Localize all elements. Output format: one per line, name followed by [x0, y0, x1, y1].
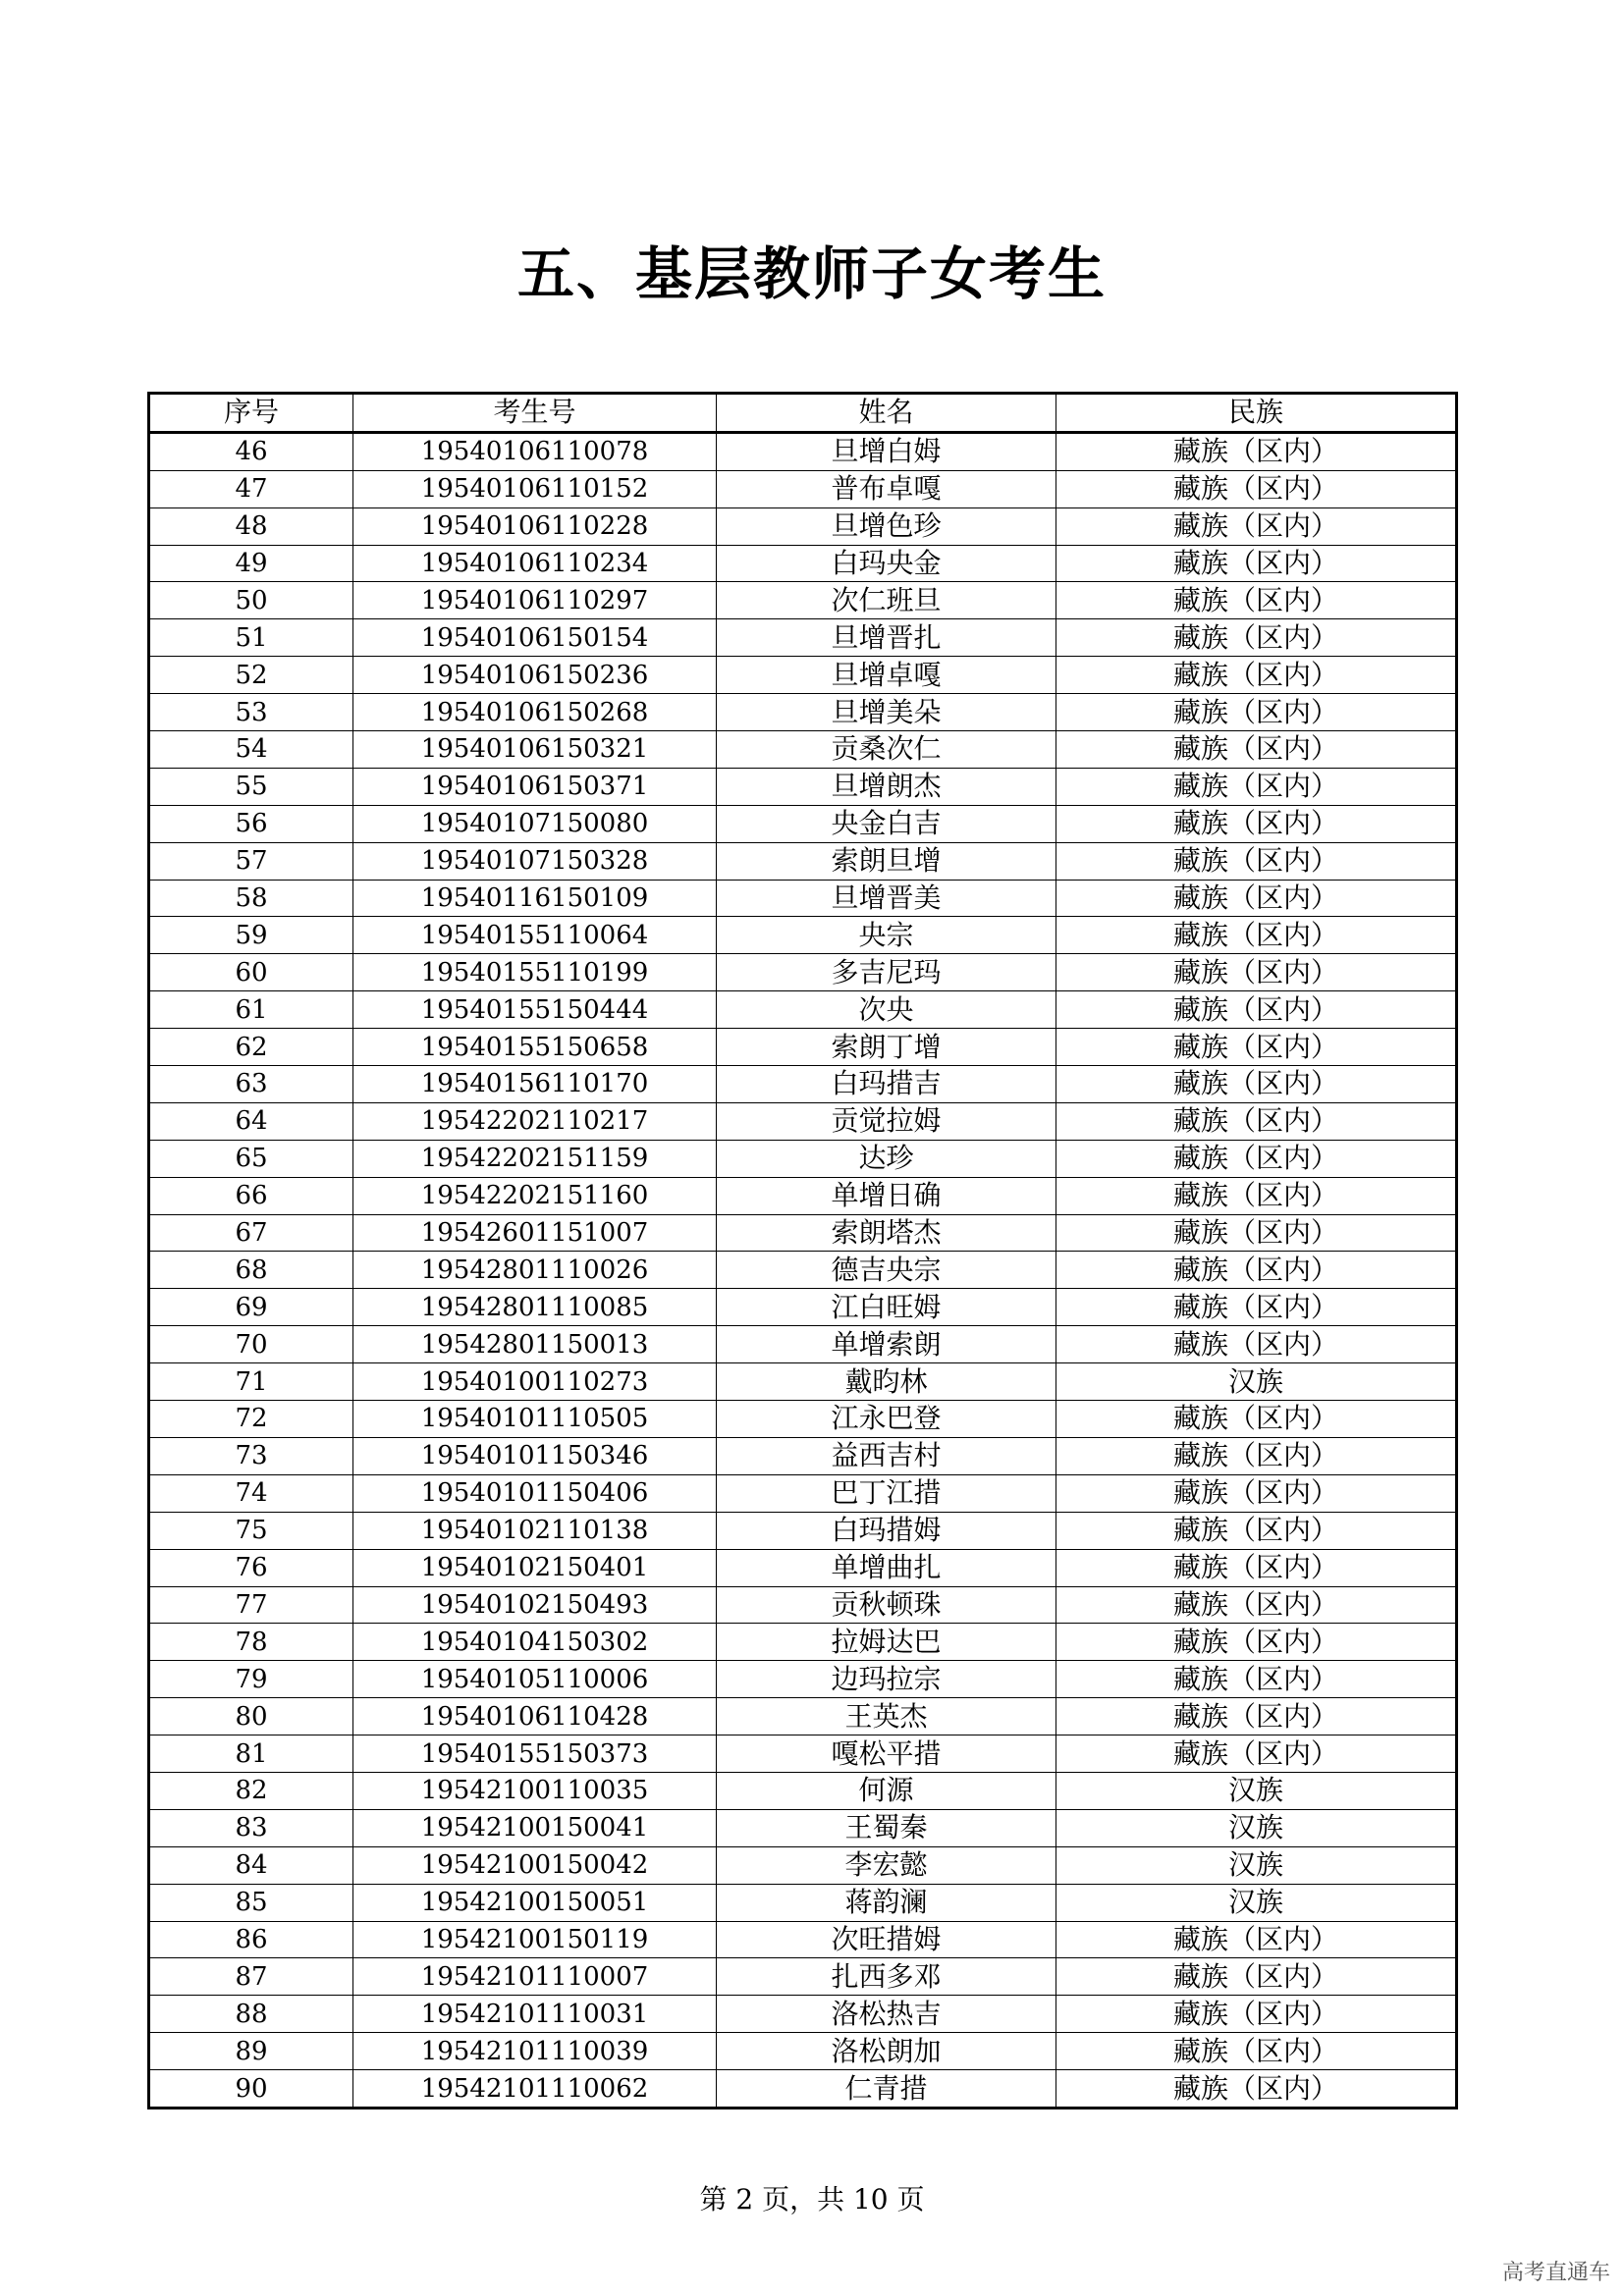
table-row: [149, 1214, 1457, 1252]
cell-name: 索朗丁增: [717, 1029, 1056, 1066]
cell-index: 79: [149, 1661, 353, 1698]
cell-name: 贡桑次仁: [717, 731, 1056, 769]
cell-name: 洛松朗加: [717, 2033, 1056, 2070]
table-row: [149, 1437, 1457, 1474]
cell-index: 82: [149, 1772, 353, 1809]
table-row: [149, 657, 1457, 694]
cell-ethnicity: 藏族（区内）: [1056, 954, 1457, 991]
cell-index: 78: [149, 1624, 353, 1661]
cell-index: 46: [149, 432, 353, 470]
cell-name: 贡觉拉姆: [717, 1102, 1056, 1140]
cell-index: 90: [149, 2070, 353, 2109]
table-row: [149, 842, 1457, 880]
cell-name: 蒋韵澜: [717, 1884, 1056, 1921]
cell-ethnicity: 藏族（区内）: [1056, 1102, 1457, 1140]
cell-exam-number: 19540101150406: [353, 1474, 717, 1512]
cell-name: 普布卓嘎: [717, 470, 1056, 507]
cell-ethnicity: 藏族（区内）: [1056, 805, 1457, 842]
cell-index: 73: [149, 1437, 353, 1474]
cell-ethnicity: 藏族（区内）: [1056, 1549, 1457, 1586]
cell-name: 旦增晋美: [717, 880, 1056, 917]
cell-ethnicity: 藏族（区内）: [1056, 1214, 1457, 1252]
cell-ethnicity: 藏族（区内）: [1056, 582, 1457, 619]
cell-ethnicity: 藏族（区内）: [1056, 1958, 1457, 1996]
cell-name: 扎西多邓: [717, 1958, 1056, 1996]
cell-name: 白玛央金: [717, 545, 1056, 582]
table-row: [149, 1363, 1457, 1401]
table-row: [149, 1140, 1457, 1177]
cell-exam-number: 19542100150051: [353, 1884, 717, 1921]
cell-ethnicity: 藏族（区内）: [1056, 2033, 1457, 2070]
table-row: [149, 1921, 1457, 1958]
cell-name: 何源: [717, 1772, 1056, 1809]
table-row: [149, 1624, 1457, 1661]
table-row: [149, 1289, 1457, 1326]
table-row: [149, 1549, 1457, 1586]
cell-name: 次仁班旦: [717, 582, 1056, 619]
cell-name: 达珍: [717, 1140, 1056, 1177]
cell-ethnicity: 藏族（区内）: [1056, 1474, 1457, 1512]
cell-ethnicity: 藏族（区内）: [1056, 880, 1457, 917]
cell-ethnicity: 藏族（区内）: [1056, 1252, 1457, 1289]
table-row: [149, 1177, 1457, 1214]
roster-table: [147, 392, 1458, 2109]
cell-index: 84: [149, 1846, 353, 1884]
cell-index: 87: [149, 1958, 353, 1996]
cell-exam-number: 19540106110297: [353, 582, 717, 619]
cell-name: 嘎松平措: [717, 1735, 1056, 1773]
cell-index: 72: [149, 1401, 353, 1438]
cell-exam-number: 19542801150013: [353, 1326, 717, 1363]
table-row: [149, 1401, 1457, 1438]
cell-exam-number: 19542801110026: [353, 1252, 717, 1289]
cell-exam-number: 19542202151160: [353, 1177, 717, 1214]
table-row: [149, 1586, 1457, 1624]
table-row: [149, 1512, 1457, 1549]
cell-index: 89: [149, 2033, 353, 2070]
header-name: 姓名: [717, 394, 1056, 433]
cell-ethnicity: 藏族（区内）: [1056, 2070, 1457, 2109]
cell-exam-number: 19540155110199: [353, 954, 717, 991]
cell-ethnicity: 藏族（区内）: [1056, 1326, 1457, 1363]
table-row: [149, 1474, 1457, 1512]
cell-index: 71: [149, 1363, 353, 1401]
page-title: 五、基层教师子女考生: [516, 240, 1107, 307]
cell-exam-number: 19540102150493: [353, 1586, 717, 1624]
cell-exam-number: 19540116150109: [353, 880, 717, 917]
cell-name: 次旺措姆: [717, 1921, 1056, 1958]
table-header-row: [149, 394, 1457, 433]
cell-exam-number: 19542100110035: [353, 1772, 717, 1809]
cell-exam-number: 19540104150302: [353, 1624, 717, 1661]
table-row: [149, 432, 1457, 470]
cell-exam-number: 19542100150041: [353, 1809, 717, 1846]
table-row: [149, 1735, 1457, 1773]
cell-exam-number: 19540156110170: [353, 1066, 717, 1103]
cell-exam-number: 19542101110039: [353, 2033, 717, 2070]
cell-ethnicity: 藏族（区内）: [1056, 731, 1457, 769]
table-row: [149, 507, 1457, 545]
cell-index: 80: [149, 1698, 353, 1735]
cell-name: 索朗旦增: [717, 842, 1056, 880]
cell-exam-number: 19542100150119: [353, 1921, 717, 1958]
table-row: [149, 1884, 1457, 1921]
cell-exam-number: 19540106150236: [353, 657, 717, 694]
cell-index: 53: [149, 694, 353, 731]
table-row: [149, 880, 1457, 917]
cell-exam-number: 19540106150154: [353, 619, 717, 657]
table-row: [149, 470, 1457, 507]
table-row: [149, 1846, 1457, 1884]
cell-name: 央宗: [717, 917, 1056, 954]
watermark: 高考直通车: [1501, 2261, 1610, 2285]
table-row: [149, 1029, 1457, 1066]
cell-ethnicity: 藏族（区内）: [1056, 1066, 1457, 1103]
cell-name: 益西吉村: [717, 1437, 1056, 1474]
cell-name: 戴昀林: [717, 1363, 1056, 1401]
cell-exam-number: 19540106150371: [353, 768, 717, 805]
cell-index: 56: [149, 805, 353, 842]
cell-exam-number: 19540106110428: [353, 1698, 717, 1735]
cell-index: 65: [149, 1140, 353, 1177]
table-row: [149, 1698, 1457, 1735]
cell-index: 85: [149, 1884, 353, 1921]
cell-exam-number: 19540100110273: [353, 1363, 717, 1401]
cell-exam-number: 19540155150444: [353, 991, 717, 1029]
cell-index: 60: [149, 954, 353, 991]
table-row: [149, 2070, 1457, 2109]
cell-exam-number: 19542601151007: [353, 1214, 717, 1252]
table-row: [149, 1252, 1457, 1289]
cell-name: 江永巴登: [717, 1401, 1056, 1438]
cell-ethnicity: 藏族（区内）: [1056, 842, 1457, 880]
header-exam-number: 考生号: [353, 394, 717, 433]
cell-name: 仁青措: [717, 2070, 1056, 2109]
cell-index: 61: [149, 991, 353, 1029]
cell-name: 旦增晋扎: [717, 619, 1056, 657]
cell-name: 贡秋顿珠: [717, 1586, 1056, 1624]
cell-ethnicity: 藏族（区内）: [1056, 917, 1457, 954]
cell-index: 76: [149, 1549, 353, 1586]
cell-ethnicity: 藏族（区内）: [1056, 432, 1457, 470]
table-row: [149, 582, 1457, 619]
table-row: [149, 2033, 1457, 2070]
cell-ethnicity: 汉族: [1056, 1809, 1457, 1846]
cell-name: 索朗塔杰: [717, 1214, 1056, 1252]
cell-ethnicity: 汉族: [1056, 1363, 1457, 1401]
cell-name: 拉姆达巴: [717, 1624, 1056, 1661]
cell-ethnicity: 藏族（区内）: [1056, 1624, 1457, 1661]
cell-index: 77: [149, 1586, 353, 1624]
cell-index: 88: [149, 1996, 353, 2033]
cell-name: 多吉尼玛: [717, 954, 1056, 991]
cell-name: 旦增卓嘎: [717, 657, 1056, 694]
cell-name: 江白旺姆: [717, 1289, 1056, 1326]
header-ethnicity: 民族: [1056, 394, 1457, 433]
cell-ethnicity: 藏族（区内）: [1056, 470, 1457, 507]
table-row: [149, 991, 1457, 1029]
cell-exam-number: 19542202151159: [353, 1140, 717, 1177]
cell-name: 王蜀秦: [717, 1809, 1056, 1846]
cell-ethnicity: 藏族（区内）: [1056, 1289, 1457, 1326]
cell-ethnicity: 藏族（区内）: [1056, 1661, 1457, 1698]
cell-ethnicity: 汉族: [1056, 1884, 1457, 1921]
cell-ethnicity: 藏族（区内）: [1056, 694, 1457, 731]
cell-exam-number: 19542101110007: [353, 1958, 717, 1996]
table-row: [149, 619, 1457, 657]
cell-ethnicity: 藏族（区内）: [1056, 657, 1457, 694]
cell-name: 单增索朗: [717, 1326, 1056, 1363]
table-row: [149, 1996, 1457, 2033]
cell-index: 64: [149, 1102, 353, 1140]
cell-ethnicity: 藏族（区内）: [1056, 619, 1457, 657]
cell-index: 74: [149, 1474, 353, 1512]
cell-exam-number: 19540106110152: [353, 470, 717, 507]
cell-ethnicity: 藏族（区内）: [1056, 1140, 1457, 1177]
cell-ethnicity: 藏族（区内）: [1056, 1437, 1457, 1474]
cell-exam-number: 19540155150373: [353, 1735, 717, 1773]
cell-exam-number: 19540106150268: [353, 694, 717, 731]
cell-index: 86: [149, 1921, 353, 1958]
cell-exam-number: 19542101110062: [353, 2070, 717, 2109]
cell-ethnicity: 藏族（区内）: [1056, 1586, 1457, 1624]
cell-exam-number: 19540105110006: [353, 1661, 717, 1698]
cell-name: 王英杰: [717, 1698, 1056, 1735]
cell-exam-number: 19540106110234: [353, 545, 717, 582]
cell-name: 旦增朗杰: [717, 768, 1056, 805]
cell-ethnicity: 藏族（区内）: [1056, 545, 1457, 582]
cell-name: 次央: [717, 991, 1056, 1029]
cell-exam-number: 19540106110228: [353, 507, 717, 545]
cell-index: 57: [149, 842, 353, 880]
cell-index: 75: [149, 1512, 353, 1549]
cell-exam-number: 19540107150080: [353, 805, 717, 842]
table-row: [149, 768, 1457, 805]
cell-name: 旦增白姆: [717, 432, 1056, 470]
table-row: [149, 1066, 1457, 1103]
cell-index: 68: [149, 1252, 353, 1289]
cell-name: 巴丁江措: [717, 1474, 1056, 1512]
cell-exam-number: 19540101110505: [353, 1401, 717, 1438]
cell-exam-number: 19542101110031: [353, 1996, 717, 2033]
cell-index: 52: [149, 657, 353, 694]
cell-ethnicity: 藏族（区内）: [1056, 1996, 1457, 2033]
cell-name: 边玛拉宗: [717, 1661, 1056, 1698]
table-row: [149, 1661, 1457, 1698]
table-row: [149, 1958, 1457, 1996]
table-row: [149, 805, 1457, 842]
table-row: [149, 954, 1457, 991]
table-row: [149, 1102, 1457, 1140]
cell-index: 51: [149, 619, 353, 657]
table-body: [149, 432, 1457, 2108]
cell-index: 48: [149, 507, 353, 545]
cell-exam-number: 19540102150401: [353, 1549, 717, 1586]
cell-name: 洛松热吉: [717, 1996, 1056, 2033]
cell-index: 62: [149, 1029, 353, 1066]
cell-exam-number: 19542801110085: [353, 1289, 717, 1326]
cell-exam-number: 19540155110064: [353, 917, 717, 954]
cell-ethnicity: 汉族: [1056, 1846, 1457, 1884]
table-row: [149, 731, 1457, 769]
table-row: [149, 1809, 1457, 1846]
cell-ethnicity: 藏族（区内）: [1056, 768, 1457, 805]
cell-index: 63: [149, 1066, 353, 1103]
cell-exam-number: 19540155150658: [353, 1029, 717, 1066]
cell-name: 单增曲扎: [717, 1549, 1056, 1586]
cell-exam-number: 19540102110138: [353, 1512, 717, 1549]
cell-ethnicity: 藏族（区内）: [1056, 1921, 1457, 1958]
cell-name: 旦增色珍: [717, 507, 1056, 545]
cell-index: 83: [149, 1809, 353, 1846]
cell-exam-number: 19540106150321: [353, 731, 717, 769]
cell-ethnicity: 藏族（区内）: [1056, 1177, 1457, 1214]
header-index: 序号: [149, 394, 353, 433]
cell-index: 50: [149, 582, 353, 619]
cell-ethnicity: 藏族（区内）: [1056, 1029, 1457, 1066]
cell-exam-number: 19540106110078: [353, 432, 717, 470]
cell-name: 李宏懿: [717, 1846, 1056, 1884]
cell-exam-number: 19542202110217: [353, 1102, 717, 1140]
table-row: [149, 917, 1457, 954]
table-row: [149, 545, 1457, 582]
cell-index: 55: [149, 768, 353, 805]
cell-index: 47: [149, 470, 353, 507]
cell-index: 69: [149, 1289, 353, 1326]
cell-index: 58: [149, 880, 353, 917]
table-row: [149, 1772, 1457, 1809]
cell-index: 59: [149, 917, 353, 954]
cell-name: 旦增美朵: [717, 694, 1056, 731]
cell-index: 54: [149, 731, 353, 769]
cell-exam-number: 19540101150346: [353, 1437, 717, 1474]
cell-name: 央金白吉: [717, 805, 1056, 842]
cell-ethnicity: 藏族（区内）: [1056, 1735, 1457, 1773]
cell-ethnicity: 藏族（区内）: [1056, 1698, 1457, 1735]
cell-exam-number: 19540107150328: [353, 842, 717, 880]
cell-index: 67: [149, 1214, 353, 1252]
cell-index: 81: [149, 1735, 353, 1773]
cell-ethnicity: 藏族（区内）: [1056, 507, 1457, 545]
cell-name: 单增日确: [717, 1177, 1056, 1214]
cell-index: 66: [149, 1177, 353, 1214]
cell-ethnicity: 藏族（区内）: [1056, 991, 1457, 1029]
cell-name: 德吉央宗: [717, 1252, 1056, 1289]
cell-name: 白玛措姆: [717, 1512, 1056, 1549]
cell-name: 白玛措吉: [717, 1066, 1056, 1103]
table-row: [149, 694, 1457, 731]
cell-exam-number: 19542100150042: [353, 1846, 717, 1884]
cell-ethnicity: 藏族（区内）: [1056, 1401, 1457, 1438]
table-row: [149, 1326, 1457, 1363]
cell-index: 70: [149, 1326, 353, 1363]
cell-ethnicity: 藏族（区内）: [1056, 1512, 1457, 1549]
page-footer: 第 2 页，共 10 页: [699, 2183, 925, 2216]
cell-ethnicity: 汉族: [1056, 1772, 1457, 1809]
cell-index: 49: [149, 545, 353, 582]
